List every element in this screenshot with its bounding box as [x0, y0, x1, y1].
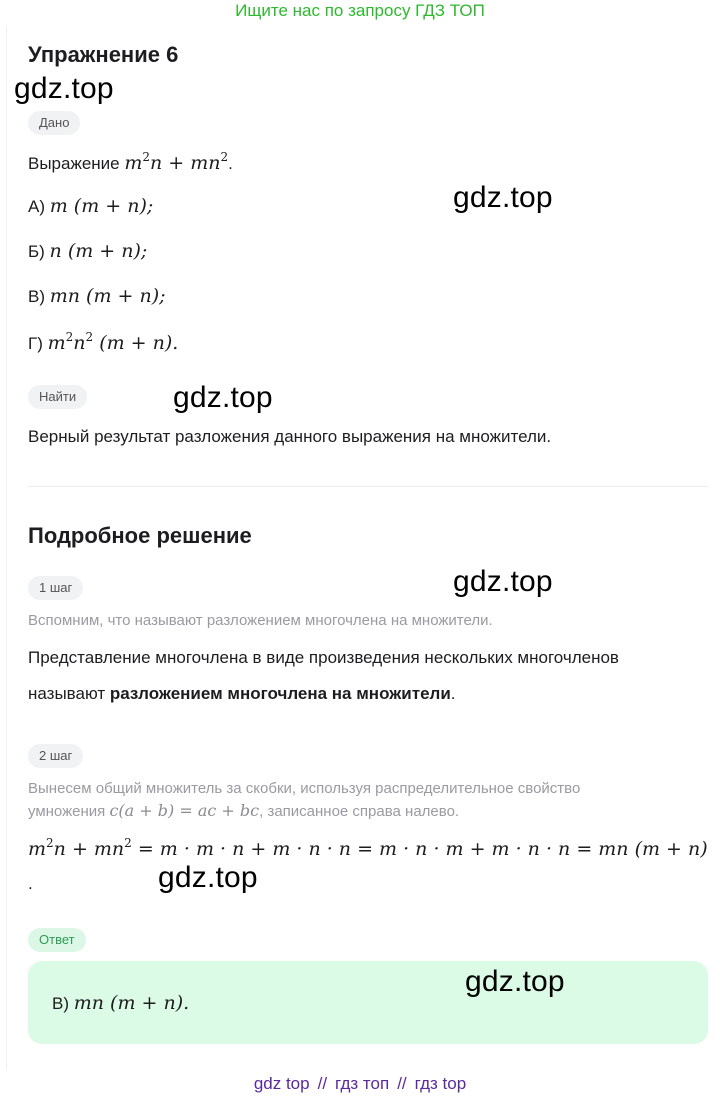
step2-dot: . [28, 874, 33, 893]
footer-link-2[interactable]: гдз топ [335, 1074, 390, 1093]
step2-hint-2: умножения c(a + b) = ac + bc, записанное справа налево. [28, 801, 460, 820]
distributive-formula: c(a + b) = ac + bc [109, 801, 260, 820]
option-c-math: mn (m + n); [49, 285, 166, 307]
top-banner: Ищите нас по запросу ГДЗ ТОП [235, 1, 485, 20]
exercise-title: Упражнение 6 [28, 42, 179, 67]
find-text: Верный результат разложения данного выражения на множители. [28, 427, 552, 446]
footer-links [0, 1074, 720, 1094]
answer-pill: Ответ [28, 928, 86, 952]
option-c-label: В) [28, 287, 50, 306]
option-d [28, 330, 178, 354]
option-b-math: n (m + n); [49, 240, 148, 262]
step2-equation: $m^2n + mn^2 = m \cdot m \cdot n + m \cdot n \cdot n = m \cdot n \cdot m + m \cdot n \cdot n$ = mn (m + n) [28, 836, 708, 860]
step1-text-1: Представление многочлена в виде произведения нескольких многочленов [28, 648, 619, 667]
step1-pill: 1 шаг [28, 576, 83, 600]
step1-text-2: называют разложением многочлена на множители. [28, 684, 456, 703]
footer-link-1[interactable]: gdz top [253, 1074, 310, 1093]
watermark: gdz.top [465, 965, 565, 998]
option-b [28, 240, 147, 262]
footer-link-3[interactable]: гдз top [414, 1074, 467, 1093]
solution-heading: Подробное решение [28, 523, 252, 548]
option-c [28, 285, 166, 307]
given-pill: Дано [28, 111, 80, 135]
answer-label: В) [52, 994, 74, 1013]
find-pill: Найти [28, 385, 87, 409]
step2-hint-1: Вынесем общий множитель за скобки, используя распределительное свойство [28, 780, 581, 797]
answer-math: mn (m + n). [73, 992, 190, 1014]
option-d-label: Г) [28, 334, 48, 353]
divider [28, 486, 708, 487]
given-expression-math: $m^2n + mn^2$ [124, 150, 229, 174]
step1-hint: Вспомним, что называют разложением многочлена на множители. [28, 612, 493, 629]
given-expression: Выражение $m^2n + mn^2$. [28, 150, 233, 174]
option-d-math: $m^2n^2$ (m + n). [47, 330, 179, 354]
option-a [28, 195, 153, 217]
answer-text [52, 992, 189, 1014]
watermark: gdz.top [453, 181, 553, 214]
option-b-label: Б) [28, 242, 50, 261]
step2-pill: 2 шаг [28, 744, 83, 768]
watermark: gdz.top [173, 381, 273, 414]
given-expression-prefix: Выражение [28, 154, 125, 173]
watermark: gdz.top [453, 565, 553, 598]
watermark: gdz.top [14, 72, 114, 105]
option-a-math: m (m + n); [49, 195, 154, 217]
option-a-label: А) [28, 197, 50, 216]
definition-term: разложением многочлена на множители [109, 684, 451, 703]
footer-separator: // [317, 1074, 328, 1093]
footer-separator: // [397, 1074, 407, 1093]
watermark: gdz.top [158, 861, 258, 894]
